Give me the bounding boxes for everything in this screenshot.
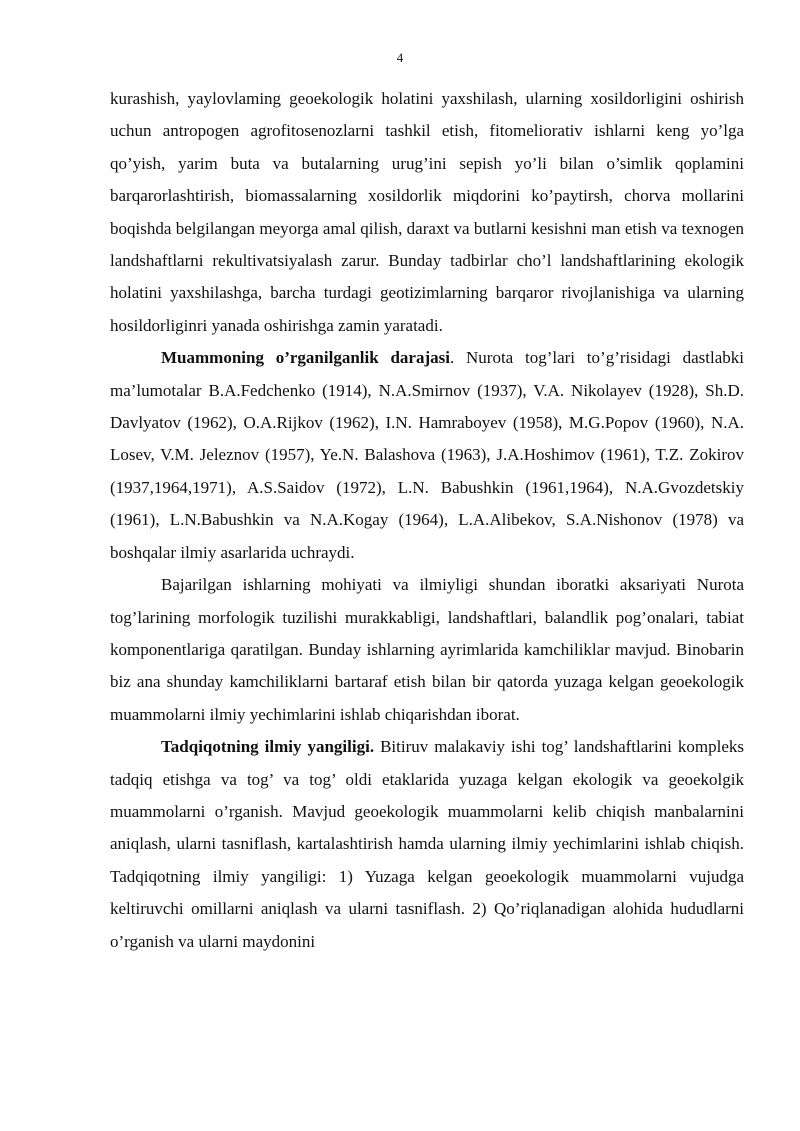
paragraph-continuation (110, 83, 744, 342)
paragraph-research-status (110, 342, 744, 569)
section-heading-scientific-novelty: Tadqiqotning ilmiy yangiligi. (161, 737, 375, 757)
paragraph-text: Nurota tog’lari to’g’risidagi dastlabki ma’lumotalar B.A.Fedchenko (1914), N.A.Smirnov (1937), V.A. Nikolayev (1928), Sh.D. Davlyatov (1962), O.A.Rijkov (1962), I.N. Hamraboyev (1958), M.G.Popov (1960), N.A. Losev, V.M. Jeleznov (1957), Ye.N. Balashova (1963), J.A.Hoshimov (1961), T.Z. Zokirov (1937,1964,1971), A.S.Saidov (1972), L.N. Babushkin (1961,1964), N.A.Gvozdetskiy (1961), L.N.Babushkin va N.A.Kogay (1964), L.A.Alibekov, S.A.Nishonov (1978) va boshqalar ilmiy asarlarida uchraydi. (110, 348, 744, 562)
paragraph-text: kurashish, yaylovlaming geoekologik holatini yaxshilash, ularning xosildorligini oshirish uchun antropogen agrofitosenozlarni tashkil etish, fitomeliorativ ishlarni keng yo’lga qo’yish, yarim buta va butalarning urug’ini sepish yo’li bilan o’simlik qoplamini barqarorlashtirish, biomassalarning xosildorlik miqdorini ko’paytirsh, chorva mollarini boqishda belgilangan meyorga amal qilish, daraxt va butlarni kesishni man etish va texnogen landshaftlarni rekultivatsiyalash zarur. Bunday tadbirlar cho’l landshaftlarining ekologik holatini yaxshilashga, barcha turdagi geotizimlarning barqaror rivojlanishiga va ularning hosildorliginri yanada oshirishga zamin yaratadi. (110, 89, 744, 335)
page-number: 4 (396, 50, 404, 65)
paragraph-scientific-novelty (110, 731, 744, 958)
paragraph-work-essence (110, 569, 744, 731)
document-body (110, 83, 744, 958)
heading-period: . (449, 348, 455, 368)
paragraph-text: Bitiruv malakaviy ishi tog’ landshaftlarini kompleks tadqiq etishga va tog’ va tog’ oldi etaklarida yuzaga kelgan ekologik va geoekolgik muammolarni o’rganish. Mavjud geoekologik muammolarni kelib chiqish manbalarnini aniqlash, ularni tasniflash, kartalashtirish hamda ularning ilmiy yechimlarini ishlab chiqish. Tadqiqotning ilmiy yangiligi: 1) Yuzaga kelgan geoekologik muammolarni vujudga keltiruvchi omillarni aniqlash va ularni tasniflash. 2) Qo’riqlanadigan alohida hududlarni o’rganish va ularni maydonini (110, 737, 744, 951)
paragraph-text: Bajarilgan ishlarning mohiyati va ilmiyligi shundan iboratki aksariyati Nurota tog’larining morfologik tuzilishi murakkabligi, landshaftlari, balandlik pog’onalari, tabiat komponentlariga qaratilgan. Bunday ishlarning ayrimlarida kamchiliklar mavjud. Binobarin biz ana shunday kamchiliklarni bartaraf etish bilan bir qatorda yuzaga kelgan geoekologik muammolarni ilmiy yechimlarini ishlab chiqarishdan iborat. (110, 575, 744, 724)
section-heading-research-status: Muammoning o’rganilganlik darajasi (161, 348, 450, 368)
